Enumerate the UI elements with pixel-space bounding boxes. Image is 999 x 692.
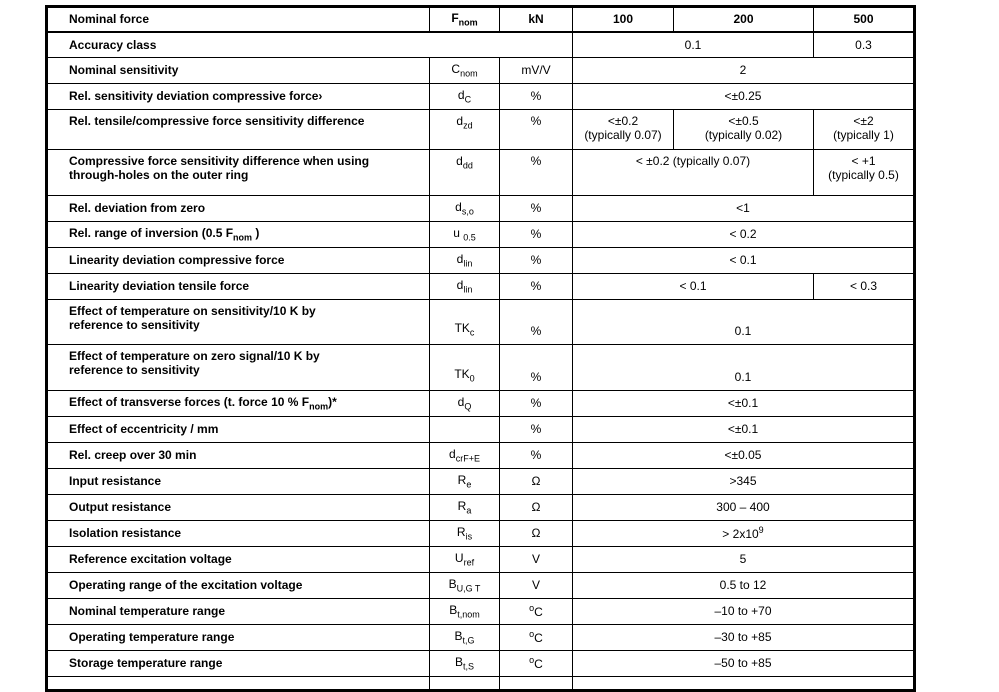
param-label: Operating temperature range xyxy=(47,625,430,651)
param-symbol: $d_{lin}$ xyxy=(430,248,500,274)
param-label: Linearity deviation tensile force xyxy=(47,274,430,300)
datasheet-table-container xyxy=(45,5,916,692)
param-label: Accuracy class xyxy=(47,32,573,58)
table-row xyxy=(47,58,915,84)
param-symbol: $B_{U,G T}$ xyxy=(430,573,500,599)
param-label: Rel. creep over 30 min xyxy=(47,443,430,469)
spec-table-body xyxy=(47,7,915,691)
spec-table xyxy=(45,5,916,692)
table-row xyxy=(47,248,915,274)
param-unit: $^o$C xyxy=(500,599,573,625)
param-value: > $2x10^9$ xyxy=(573,521,915,547)
param-unit: $^o$C xyxy=(500,625,573,651)
table-row xyxy=(47,417,915,443)
param-unit: $^o$C xyxy=(500,651,573,677)
param-symbol: $d_{s,o}$ xyxy=(430,196,500,222)
param-unit: mV/V xyxy=(500,58,573,84)
param-label: Isolation resistance xyxy=(47,521,430,547)
param-value: < 0.1 xyxy=(573,274,814,300)
table-row xyxy=(47,84,915,110)
param-unit: % xyxy=(500,417,573,443)
param-value: 500 xyxy=(814,7,915,32)
table-row xyxy=(47,32,915,58)
param-label: Effect of temperature on zero signal/10 K by reference to sensitivity xyxy=(47,345,430,391)
param-label: Compressive force sensitivity difference when using through-holes on the outer ring xyxy=(47,150,430,196)
param-unit: Ω xyxy=(500,469,573,495)
param-label: Reference excitation voltage xyxy=(47,547,430,573)
param-value: 300 – 400 xyxy=(573,495,915,521)
param-symbol: $C_{nom}$ xyxy=(430,58,500,84)
param-value: <±0.1 xyxy=(573,391,915,417)
param-value: < ±0.2 (typically 0.07) xyxy=(573,150,814,196)
param-unit: % xyxy=(500,110,573,150)
param-value: < 0.1 xyxy=(573,248,915,274)
param-symbol: $d_C$ xyxy=(430,84,500,110)
param-unit: % xyxy=(500,391,573,417)
table-row xyxy=(47,110,915,150)
table-row xyxy=(47,196,915,222)
param-symbol: u $_{0.5}$ xyxy=(430,222,500,248)
param-value: –50 to +85 xyxy=(573,651,915,677)
param-unit: % xyxy=(500,248,573,274)
param-label: Rel. sensitivity deviation compressive force› xyxy=(47,84,430,110)
table-row xyxy=(47,391,915,417)
param-value: 100 xyxy=(573,7,674,32)
param-label: Output resistance xyxy=(47,495,430,521)
table-row xyxy=(47,521,915,547)
param-value: <±0.05 xyxy=(573,443,915,469)
table-row xyxy=(47,274,915,300)
param-value: 0.1 xyxy=(573,345,915,391)
param-value: –10 to +70 xyxy=(573,599,915,625)
param-unit: Ω xyxy=(500,521,573,547)
param-symbol: $d_{crF+E}$ xyxy=(430,443,500,469)
param-label: Rel. range of inversion (0.5 $F_{nom}$ ) xyxy=(47,222,430,248)
param-label: Rel. deviation from zero xyxy=(47,196,430,222)
param-value: 0.1 xyxy=(573,300,915,345)
param-unit: % xyxy=(500,222,573,248)
param-value: <±0.1 xyxy=(573,417,915,443)
param-unit: V xyxy=(500,573,573,599)
table-row xyxy=(47,599,915,625)
param-unit: % xyxy=(500,443,573,469)
param-value: 200 xyxy=(674,7,814,32)
param-value: < 0.2 xyxy=(573,222,915,248)
table-row xyxy=(47,469,915,495)
param-label: Effect of temperature on sensitivity/10 K by reference to sensitivity xyxy=(47,300,430,345)
param-symbol: $d_Q$ xyxy=(430,391,500,417)
table-row xyxy=(47,573,915,599)
param-symbol: $d_{zd}$ xyxy=(430,110,500,150)
param-unit: V xyxy=(500,547,573,573)
param-value: 5 xyxy=(573,547,915,573)
table-row xyxy=(47,625,915,651)
param-unit: % xyxy=(500,196,573,222)
param-value: <±0.2 (typically 0.07) xyxy=(573,110,674,150)
param-label: Storage temperature range xyxy=(47,651,430,677)
param-label: Nominal sensitivity xyxy=(47,58,430,84)
param-unit: kN xyxy=(500,7,573,32)
param-value: <±0.5 (typically 0.02) xyxy=(674,110,814,150)
param-unit: % xyxy=(500,300,573,345)
param-unit: % xyxy=(500,274,573,300)
param-value: <1 xyxy=(573,196,915,222)
param-value: –30 to +85 xyxy=(573,625,915,651)
param-symbol: $d_{lin}$ xyxy=(430,274,500,300)
param-value: < 0.3 xyxy=(814,274,915,300)
param-symbol: $TK_0$ xyxy=(430,345,500,391)
param-symbol xyxy=(430,417,500,443)
table-row xyxy=(47,651,915,677)
param-label: Nominal temperature range xyxy=(47,599,430,625)
param-symbol: $F_{nom}$ xyxy=(430,7,500,32)
param-value: < +1 (typically 0.5) xyxy=(814,150,915,196)
param-value: 0.3 xyxy=(814,32,915,58)
param-unit: % xyxy=(500,84,573,110)
param-label: Rel. tensile/compressive force sensitivity difference xyxy=(47,110,430,150)
table-row xyxy=(47,300,915,345)
param-label: Nominal force xyxy=(47,7,430,32)
param-symbol: $U_{ref}$ xyxy=(430,547,500,573)
param-value: >345 xyxy=(573,469,915,495)
param-label: Linearity deviation compressive force xyxy=(47,248,430,274)
param-symbol: $R_e$ xyxy=(430,469,500,495)
table-row xyxy=(47,547,915,573)
param-value: <±2 (typically 1) xyxy=(814,110,915,150)
param-label: Effect of transverse forces (t. force 10 % $F_{nom})*$ xyxy=(47,391,430,417)
param-value: 0.1 xyxy=(573,32,814,58)
param-symbol: $TK_c$ xyxy=(430,300,500,345)
param-symbol: $R_a$ xyxy=(430,495,500,521)
param-unit: % xyxy=(500,345,573,391)
table-row xyxy=(47,495,915,521)
table-row xyxy=(47,443,915,469)
table-row xyxy=(47,345,915,391)
param-symbol: $R_{is}$ xyxy=(430,521,500,547)
table-row xyxy=(47,222,915,248)
param-label: Operating range of the excitation voltage xyxy=(47,573,430,599)
param-unit: % xyxy=(500,150,573,196)
table-row xyxy=(47,150,915,196)
param-symbol: $d_{dd}$ xyxy=(430,150,500,196)
param-symbol: $B_{t,nom}$ xyxy=(430,599,500,625)
param-value: <±0.25 xyxy=(573,84,915,110)
param-value: 0.5 to 12 xyxy=(573,573,915,599)
param-symbol: $B_{t,S}$ xyxy=(430,651,500,677)
param-symbol: $B_{t,G}$ xyxy=(430,625,500,651)
param-label: Effect of eccentricity / mm xyxy=(47,417,430,443)
param-label: Input resistance xyxy=(47,469,430,495)
param-value: 2 xyxy=(573,58,915,84)
param-unit: Ω xyxy=(500,495,573,521)
table-row xyxy=(47,7,915,32)
